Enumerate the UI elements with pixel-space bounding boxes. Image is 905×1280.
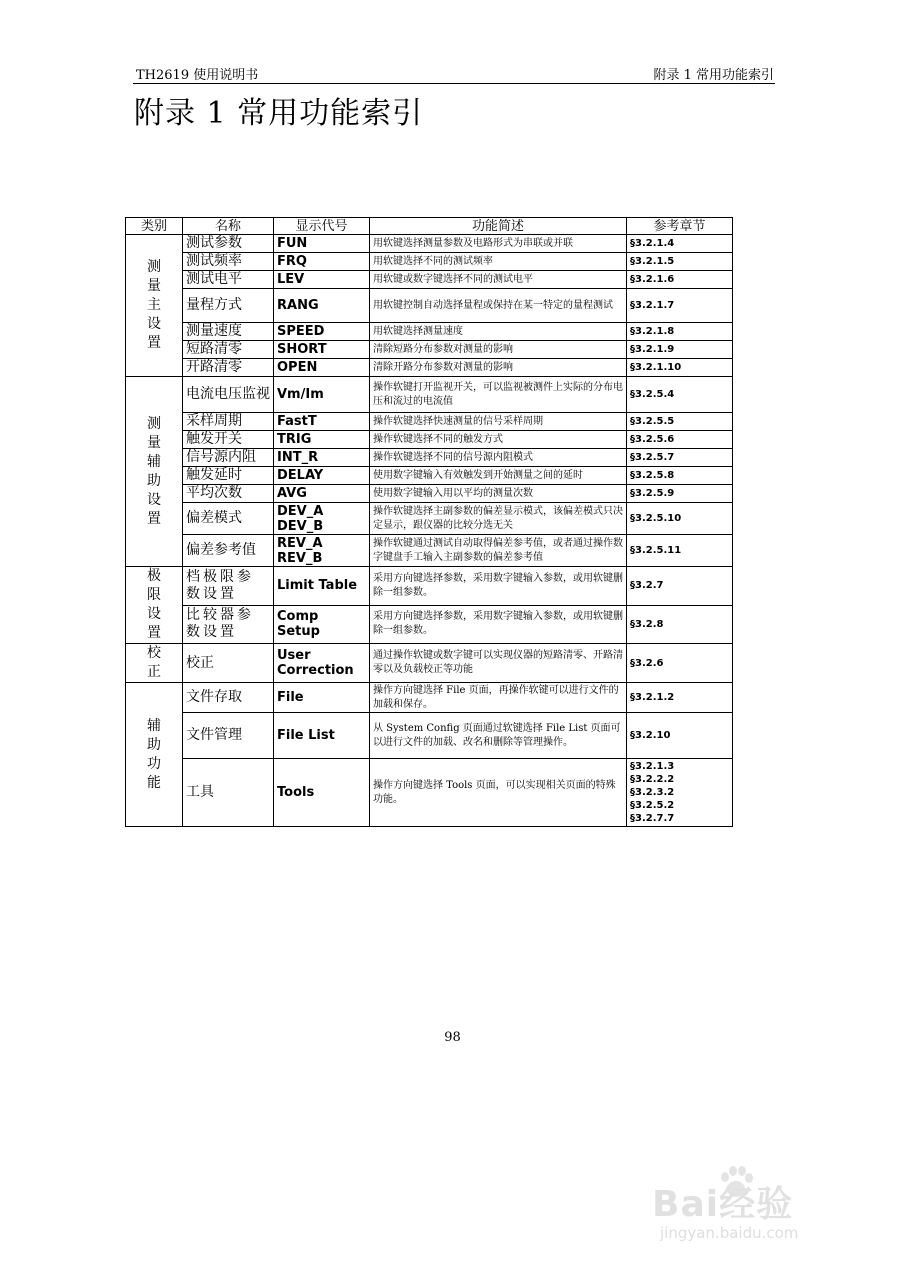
row-name: 文件存取: [183, 683, 274, 713]
row-name: 测量速度: [183, 323, 274, 341]
table-row: [126, 535, 733, 567]
row-code: Limit Table: [274, 567, 370, 606]
row-description: 操作软键选择不同的信号源内阻模式: [370, 449, 627, 467]
page-title: 附录 1 常用功能索引: [134, 96, 424, 131]
row-reference: §3.2.5.10: [627, 503, 733, 535]
row-code: Tools: [274, 759, 370, 827]
row-reference: §3.2.5.11: [627, 535, 733, 567]
table-row: [126, 683, 733, 713]
row-description: 使用数字键输入用以平均的测量次数: [370, 485, 627, 503]
table-row: [126, 289, 733, 323]
row-reference: §3.2.1.7: [627, 289, 733, 323]
column-header-category: 类别: [126, 218, 183, 235]
row-reference: §3.2.5.5: [627, 413, 733, 431]
row-description: 操作方向键选择 Tools 页面，可以实现相关页面的特殊功能。: [370, 759, 627, 827]
row-code: OPEN: [274, 359, 370, 377]
table-row: [126, 253, 733, 271]
row-code: FUN: [274, 235, 370, 253]
row-reference: §3.2.1.3 §3.2.2.2 §3.2.3.2 §3.2.5.2 §3.2.7.7: [627, 759, 733, 827]
row-reference: §3.2.5.7: [627, 449, 733, 467]
row-code: SPEED: [274, 323, 370, 341]
table-row: [126, 235, 733, 253]
category-aux-functions: 辅 助 功 能: [126, 683, 183, 827]
header-right: 附录 1 常用功能索引: [653, 68, 774, 83]
row-reference: §3.2.5.8: [627, 467, 733, 485]
row-description: 采用方向键选择参数，采用数字键输入参数，或用软键删除一组参数。: [370, 567, 627, 606]
row-code: RANG: [274, 289, 370, 323]
row-description: 采用方向键选择参数，采用数字键输入参数，或用软键删除一组参数。: [370, 605, 627, 644]
table-row: [126, 413, 733, 431]
page-number: 98: [444, 1030, 461, 1045]
table-row: [126, 359, 733, 377]
table-row: [126, 323, 733, 341]
table-row: [126, 605, 733, 644]
row-name: 校正: [183, 644, 274, 683]
table-header-row: [126, 218, 733, 235]
row-name: 信号源内阻: [183, 449, 274, 467]
row-description: 操作软键选择主副参数的偏差显示模式，该偏差模式只决定显示，跟仪器的比较分选无关: [370, 503, 627, 535]
row-name: 短路清零: [183, 341, 274, 359]
baidu-jingyan-watermark: [638, 1158, 853, 1258]
row-description: 通过操作软键或数字键可以实现仪器的短路清零、开路清零以及负载校正等功能: [370, 644, 627, 683]
table-row: [126, 431, 733, 449]
row-code: SHORT: [274, 341, 370, 359]
row-reference: §3.2.10: [627, 713, 733, 759]
table-row: [126, 377, 733, 413]
row-name: 量程方式: [183, 289, 274, 323]
column-header-description: 功能简述: [370, 218, 627, 235]
row-reference: §3.2.5.9: [627, 485, 733, 503]
row-name: 偏差模式: [183, 503, 274, 535]
row-reference: §3.2.1.6: [627, 271, 733, 289]
row-code: Comp Setup: [274, 605, 370, 644]
row-reference: §3.2.1.2: [627, 683, 733, 713]
row-description: 用软键选择测量速度: [370, 323, 627, 341]
row-code: File: [274, 683, 370, 713]
row-description: 用软键选择测量参数及电路形式为串联或并联: [370, 235, 627, 253]
row-code: TRIG: [274, 431, 370, 449]
row-name: 偏差参考值: [183, 535, 274, 567]
row-code: FastT: [274, 413, 370, 431]
row-reference: §3.2.1.5: [627, 253, 733, 271]
row-reference: §3.2.6: [627, 644, 733, 683]
row-code: DELAY: [274, 467, 370, 485]
table-row: [126, 567, 733, 606]
row-name: 采样周期: [183, 413, 274, 431]
row-description: 操作软键选择不同的触发方式: [370, 431, 627, 449]
row-name: 工具: [183, 759, 274, 827]
category-correction: 校 正: [126, 644, 183, 683]
column-header-name: 名称: [183, 218, 274, 235]
function-index-table: [125, 217, 733, 827]
row-description: 操作方向键选择 File 页面，再操作软键可以进行文件的加载和保存。: [370, 683, 627, 713]
row-code: LEV: [274, 271, 370, 289]
row-name: 开路清零: [183, 359, 274, 377]
row-description: 用软键控制自动选择量程或保持在某一特定的量程测试: [370, 289, 627, 323]
table-row: [126, 271, 733, 289]
row-reference: §3.2.5.6: [627, 431, 733, 449]
table-row: [126, 644, 733, 683]
row-name: 文件管理: [183, 713, 274, 759]
row-name: 电流电压监视: [183, 377, 274, 413]
table-row: [126, 467, 733, 485]
category-limit-setup: 极 限 设 置: [126, 567, 183, 644]
row-name: 测试频率: [183, 253, 274, 271]
row-name: 平均次数: [183, 485, 274, 503]
watermark-url: jingyan.baidu.com: [660, 1224, 799, 1242]
category-measure-main: 测 量 主 设 置: [126, 235, 183, 377]
row-name: 档极限参数设置: [183, 567, 274, 606]
row-name: 测试参数: [183, 235, 274, 253]
table-row: [126, 449, 733, 467]
row-description: 清除短路分布参数对测量的影响: [370, 341, 627, 359]
table-row: [126, 485, 733, 503]
row-reference: §3.2.1.8: [627, 323, 733, 341]
row-reference: §3.2.7: [627, 567, 733, 606]
row-code: REV_A REV_B: [274, 535, 370, 567]
category-measure-aux: 测 量 辅 助 设 置: [126, 377, 183, 567]
row-code: User Correction: [274, 644, 370, 683]
row-code: AVG: [274, 485, 370, 503]
table-row: [126, 713, 733, 759]
row-name: 比较器参数设置: [183, 605, 274, 644]
row-name: 测试电平: [183, 271, 274, 289]
row-description: 操作软键打开监视开关，可以监视被测件上实际的分布电压和流过的电流值: [370, 377, 627, 413]
row-description: 清除开路分布参数对测量的影响: [370, 359, 627, 377]
row-reference: §3.2.1.10: [627, 359, 733, 377]
column-header-code: 显示代号: [274, 218, 370, 235]
row-code: INT_R: [274, 449, 370, 467]
row-name: 触发延时: [183, 467, 274, 485]
row-code: DEV_A DEV_B: [274, 503, 370, 535]
row-code: Vm/Im: [274, 377, 370, 413]
header-rule: [133, 83, 775, 84]
row-description: 用软键选择不同的测试频率: [370, 253, 627, 271]
row-reference: §3.2.8: [627, 605, 733, 644]
column-header-reference: 参考章节: [627, 218, 733, 235]
watermark-brand: Bai经验: [652, 1184, 794, 1225]
row-description: 操作软键选择快速测量的信号采样周期: [370, 413, 627, 431]
row-code: FRQ: [274, 253, 370, 271]
row-reference: §3.2.1.9: [627, 341, 733, 359]
table-row: [126, 759, 733, 827]
row-reference: §3.2.1.4: [627, 235, 733, 253]
table-row: [126, 341, 733, 359]
table-row: [126, 503, 733, 535]
row-reference: §3.2.5.4: [627, 377, 733, 413]
row-name: 触发开关: [183, 431, 274, 449]
row-description: 用软键或数字键选择不同的测试电平: [370, 271, 627, 289]
header-left: TH2619 使用说明书: [136, 68, 259, 83]
row-description: 从 System Config 页面通过软键选择 File List 页面可以进行文件的加载、改名和删除等管理操作。: [370, 713, 627, 759]
row-code: File List: [274, 713, 370, 759]
row-description: 操作软键通过测试自动取得偏差参考值，或者通过操作数字键盘手工输入主副参数的偏差参考值: [370, 535, 627, 567]
row-description: 使用数字键输入有效触发到开始测量之间的延时: [370, 467, 627, 485]
